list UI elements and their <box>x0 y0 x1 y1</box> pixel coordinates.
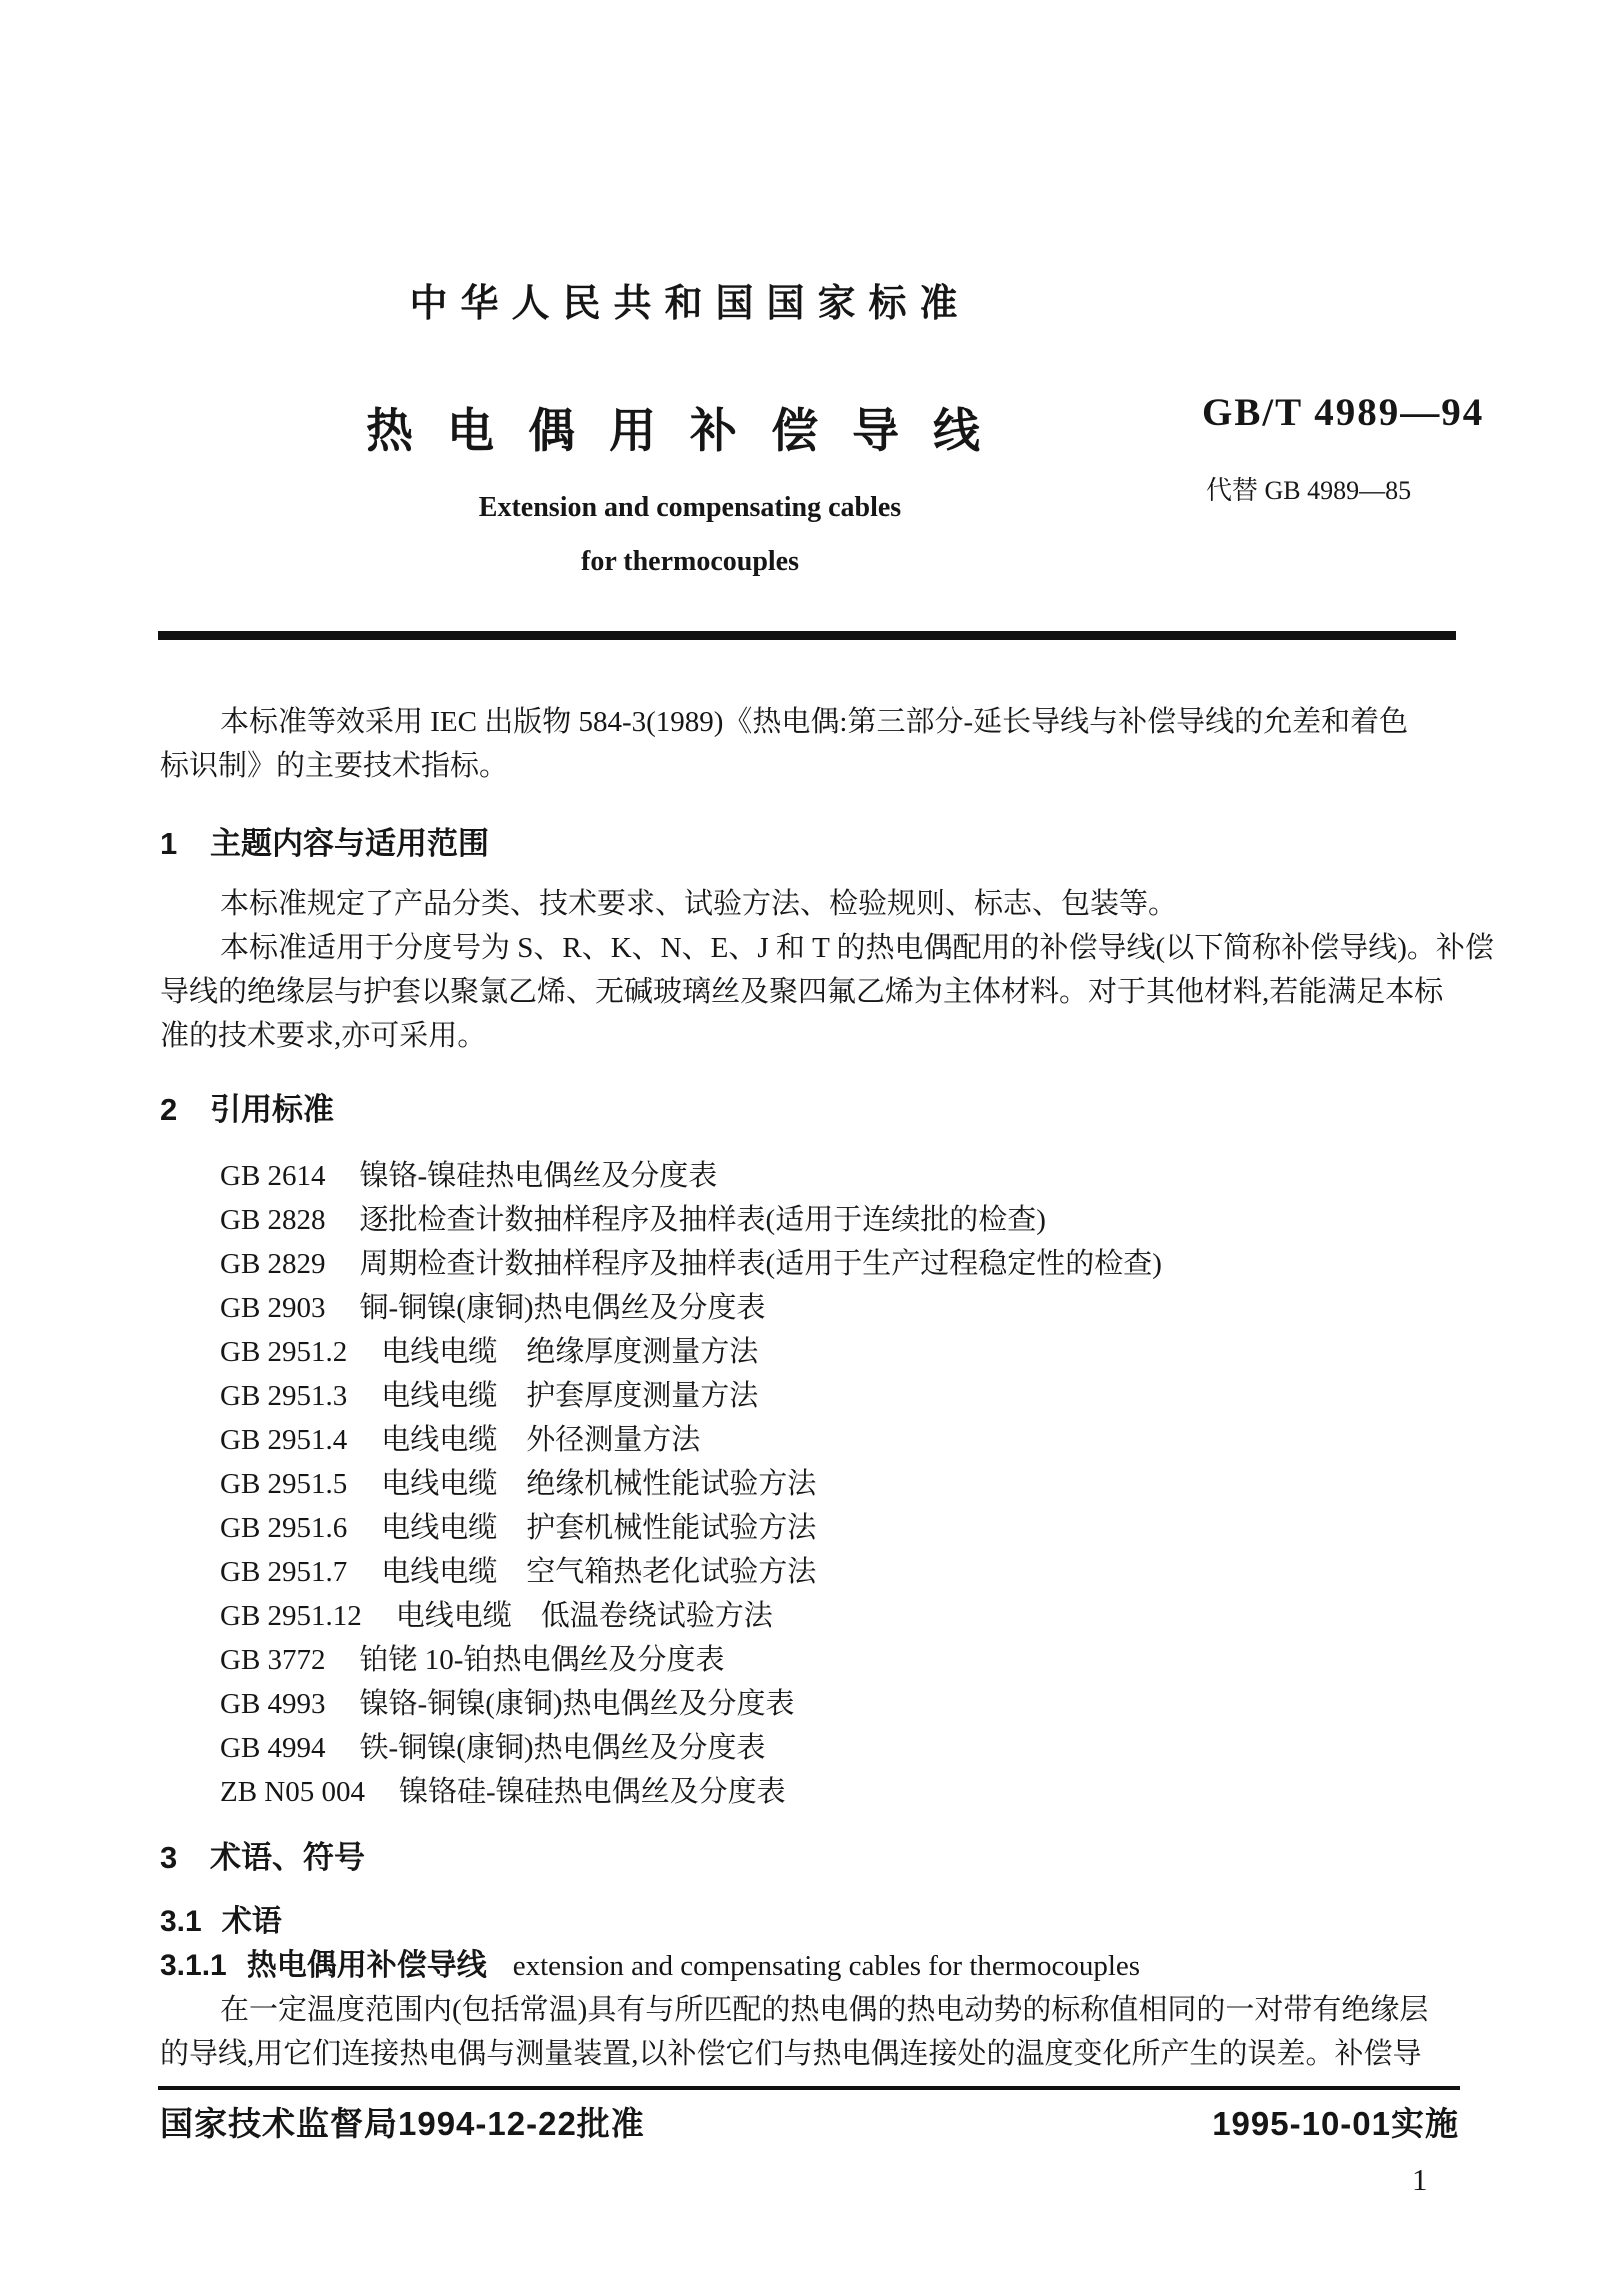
reference-code: GB 2614 <box>220 1160 326 1192</box>
reference-title: 电线电缆 护套机械性能试验方法 <box>381 1512 817 1544</box>
reference-title: 镍铬-镍硅热电偶丝及分度表 <box>359 1160 718 1192</box>
reference-item <box>160 1638 1470 1682</box>
reference-title: 铜-铜镍(康铜)热电偶丝及分度表 <box>359 1292 766 1324</box>
reference-item <box>160 1550 1470 1594</box>
section2-heading <box>160 1088 1470 1132</box>
reference-item <box>160 1198 1470 1242</box>
section3-heading <box>160 1836 1470 1880</box>
reference-item <box>160 1594 1470 1638</box>
reference-code: GB 2951.12 <box>220 1600 362 1632</box>
term-title-en: extension and compensating cables for thermocouples <box>512 1950 1141 1982</box>
reference-item <box>160 1770 1470 1814</box>
subtitle-en-line1: Extension and compensating cables <box>478 492 902 523</box>
reference-title: 电线电缆 低温卷绕试验方法 <box>395 1600 773 1632</box>
foreword-line: 标识制》的主要技术指标。 <box>160 750 509 782</box>
section3-number: 3 <box>160 1840 178 1875</box>
reference-code: GB 2903 <box>220 1292 326 1324</box>
reference-title: 电线电缆 外径测量方法 <box>381 1424 701 1456</box>
reference-code: ZB N05 004 <box>220 1776 365 1808</box>
reference-title: 电线电缆 绝缘厚度测量方法 <box>381 1336 759 1368</box>
reference-title: 逐批检查计数抽样程序及抽样表(适用于连续批的检查) <box>359 1204 1046 1236</box>
standard-code: GB/T 4989—94 <box>1202 391 1485 434</box>
paragraph-line: 准的技术要求,亦可采用。 <box>160 1020 487 1052</box>
reference-item <box>160 1154 1470 1198</box>
reference-item <box>160 1286 1470 1330</box>
reference-code: GB 3772 <box>220 1644 326 1676</box>
reference-code: GB 2951.6 <box>220 1512 348 1544</box>
reference-code: GB 2828 <box>220 1204 326 1236</box>
section3-1-heading <box>160 1900 1470 1944</box>
reference-code: GB 2951.5 <box>220 1468 348 1500</box>
reference-code: GB 4994 <box>220 1732 326 1764</box>
national-standard-label: 中华人民共和国国家标准 <box>409 283 971 325</box>
reference-item <box>160 1462 1470 1506</box>
replaces-note: 代替 GB 4989—85 <box>1206 476 1412 505</box>
reference-title: 电线电缆 护套厚度测量方法 <box>381 1380 759 1412</box>
reference-item <box>160 1330 1470 1374</box>
paragraph-line: 导线的绝缘层与护套以聚氯乙烯、无碱玻璃丝及聚四氟乙烯为主体材料。对于其他材料,若能满足本标 <box>160 976 1444 1008</box>
reference-code: GB 2829 <box>220 1248 326 1280</box>
foreword-line: 本标准等效采用 IEC 出版物 584-3(1989)《热电偶:第三部分-延长导线与补偿导线的允差和着色 <box>220 706 1409 738</box>
section1-number: 1 <box>160 826 178 861</box>
document-body <box>160 700 1494 2076</box>
implementation-note: 1995-10-01实施 <box>1212 2105 1459 2142</box>
document-title-cn: 热电偶用补偿导线 <box>366 404 1014 457</box>
reference-title: 电线电缆 绝缘机械性能试验方法 <box>381 1468 817 1500</box>
reference-item <box>160 1418 1470 1462</box>
paragraph-line: 本标准规定了产品分类、技术要求、试验方法、检验规则、标志、包装等。 <box>220 888 1178 920</box>
section3-1-title: 术语 <box>221 1905 282 1938</box>
reference-code: GB 4993 <box>220 1688 326 1720</box>
reference-code: GB 2951.7 <box>220 1556 348 1588</box>
approval-note: 国家技术监督局1994-12-22批准 <box>160 2105 645 2142</box>
section3-title: 术语、符号 <box>210 1840 365 1875</box>
reference-title: 铁-铜镍(康铜)热电偶丝及分度表 <box>359 1732 766 1764</box>
section1-heading <box>160 822 1470 866</box>
reference-title: 电线电缆 空气箱热老化试验方法 <box>381 1556 817 1588</box>
subtitle-en-line2: for thermocouples <box>581 546 799 577</box>
reference-code: GB 2951.4 <box>220 1424 348 1456</box>
section2-title: 引用标准 <box>210 1092 334 1127</box>
reference-code: GB 2951.2 <box>220 1336 348 1368</box>
reference-title: 镍铬硅-镍硅热电偶丝及分度表 <box>399 1776 786 1808</box>
definition-line: 在一定温度范围内(包括常温)具有与所匹配的热电偶的热电动势的标称值相同的一对带有绝缘层 <box>220 1994 1429 2026</box>
header-divider-rule <box>158 631 1456 640</box>
paragraph-line: 本标准适用于分度号为 S、R、K、N、E、J 和 T 的热电偶配用的补偿导线(以下简称补偿导线)。补偿 <box>220 932 1494 964</box>
page-number: 1 <box>1412 2162 1428 2197</box>
reference-item <box>160 1506 1470 1550</box>
section3-1-1-number: 3.1.1 <box>160 1949 227 1982</box>
section1-title: 主题内容与适用范围 <box>210 826 489 861</box>
reference-item <box>160 1682 1470 1726</box>
footer-divider-rule <box>158 2086 1460 2090</box>
definition-line: 的导线,用它们连接热电偶与测量装置,以补偿它们与热电偶连接处的温度变化所产生的误差。补偿导 <box>160 2038 1422 2070</box>
section3-1-number: 3.1 <box>160 1905 202 1938</box>
section3-1-1-heading <box>160 1944 1470 1988</box>
reference-item <box>160 1242 1470 1286</box>
reference-title: 铂铑 10-铂热电偶丝及分度表 <box>359 1644 725 1676</box>
reference-item <box>160 1726 1470 1770</box>
term-title-cn: 热电偶用补偿导线 <box>246 1949 487 1982</box>
reference-title: 镍铬-铜镍(康铜)热电偶丝及分度表 <box>359 1688 795 1720</box>
reference-item <box>160 1374 1470 1418</box>
section2-number: 2 <box>160 1092 178 1127</box>
reference-title: 周期检查计数抽样程序及抽样表(适用于生产过程稳定性的检查) <box>359 1248 1162 1280</box>
reference-code: GB 2951.3 <box>220 1380 348 1412</box>
